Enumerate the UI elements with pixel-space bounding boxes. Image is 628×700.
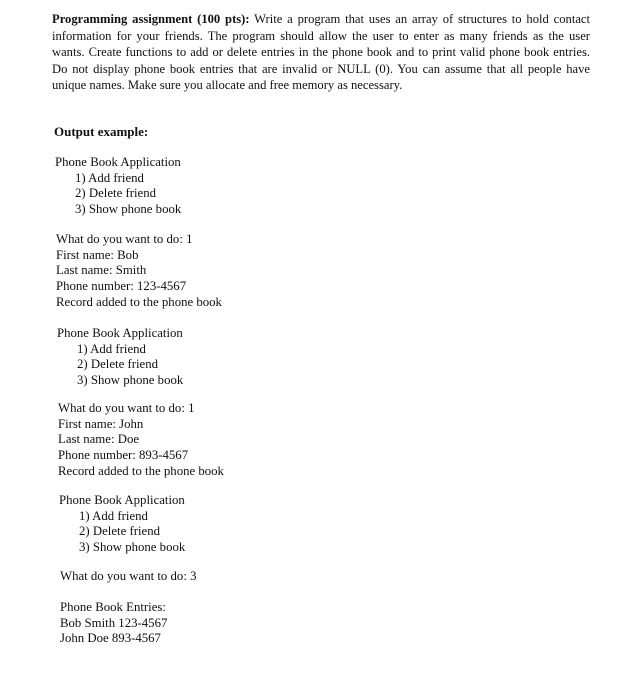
- menu-option-show: 3) Show phone book: [77, 373, 184, 388]
- menu-option-add: 1) Add friend: [79, 508, 148, 523]
- menu-option-delete: 2) Delete friend: [79, 524, 161, 539]
- session-line: Phone number: 893-4567: [58, 448, 189, 463]
- session-line: What do you want to do: 3: [60, 569, 197, 583]
- session-line: First name: John: [58, 416, 144, 431]
- menu-option-add: 1) Add friend: [77, 341, 146, 356]
- menu-title: Phone Book Application: [57, 326, 183, 340]
- session-block-1: [56, 232, 222, 311]
- session-line: Last name: Smith: [56, 263, 147, 278]
- session-block-2: [58, 401, 224, 480]
- session-line: Last name: Doe: [58, 432, 140, 447]
- session-line: First name: Bob: [56, 247, 139, 262]
- menu-option-show: 3) Show phone book: [75, 202, 182, 217]
- menu-block-3: [59, 493, 185, 556]
- menu-option-delete: 2) Delete friend: [77, 357, 159, 372]
- phone-book-entries: [60, 600, 167, 647]
- menu-block-2: [57, 326, 183, 389]
- entry-line: Bob Smith 123-4567: [60, 615, 168, 630]
- menu-option-show: 3) Show phone book: [79, 540, 186, 555]
- entries-heading: Phone Book Entries:: [60, 600, 166, 614]
- menu-option-delete: 2) Delete friend: [75, 186, 157, 201]
- menu-option-add: 1) Add friend: [75, 170, 144, 185]
- assignment-title: Programming assignment (100 pts):: [52, 12, 250, 26]
- assignment-paragraph: [52, 11, 590, 94]
- session-line: What do you want to do: 1: [56, 232, 193, 246]
- output-example-heading: Output example:: [54, 124, 149, 139]
- menu-block-1: [55, 155, 181, 218]
- entry-line: John Doe 893-4567: [60, 631, 161, 646]
- session-line: Record added to the phone book: [56, 294, 222, 309]
- assignment-body: Write a program that uses an array of structures to hold contact information for your friends. The program should allow the user to enter as many friends as the user wants. Create functions to add or delete entries in the phone book and to print valid phone book entries. Do not display phone book entries that are invalid or NULL (0). You can assume that all people have unique names. Make sure you allocate and free memory as necessary.: [52, 12, 591, 93]
- session-block-3: [60, 569, 196, 585]
- session-line: Record added to the phone book: [58, 463, 224, 478]
- menu-title: Phone Book Application: [59, 493, 185, 507]
- session-line: Phone number: 123-4567: [56, 279, 187, 294]
- menu-title: Phone Book Application: [55, 155, 181, 169]
- session-line: What do you want to do: 1: [58, 401, 195, 415]
